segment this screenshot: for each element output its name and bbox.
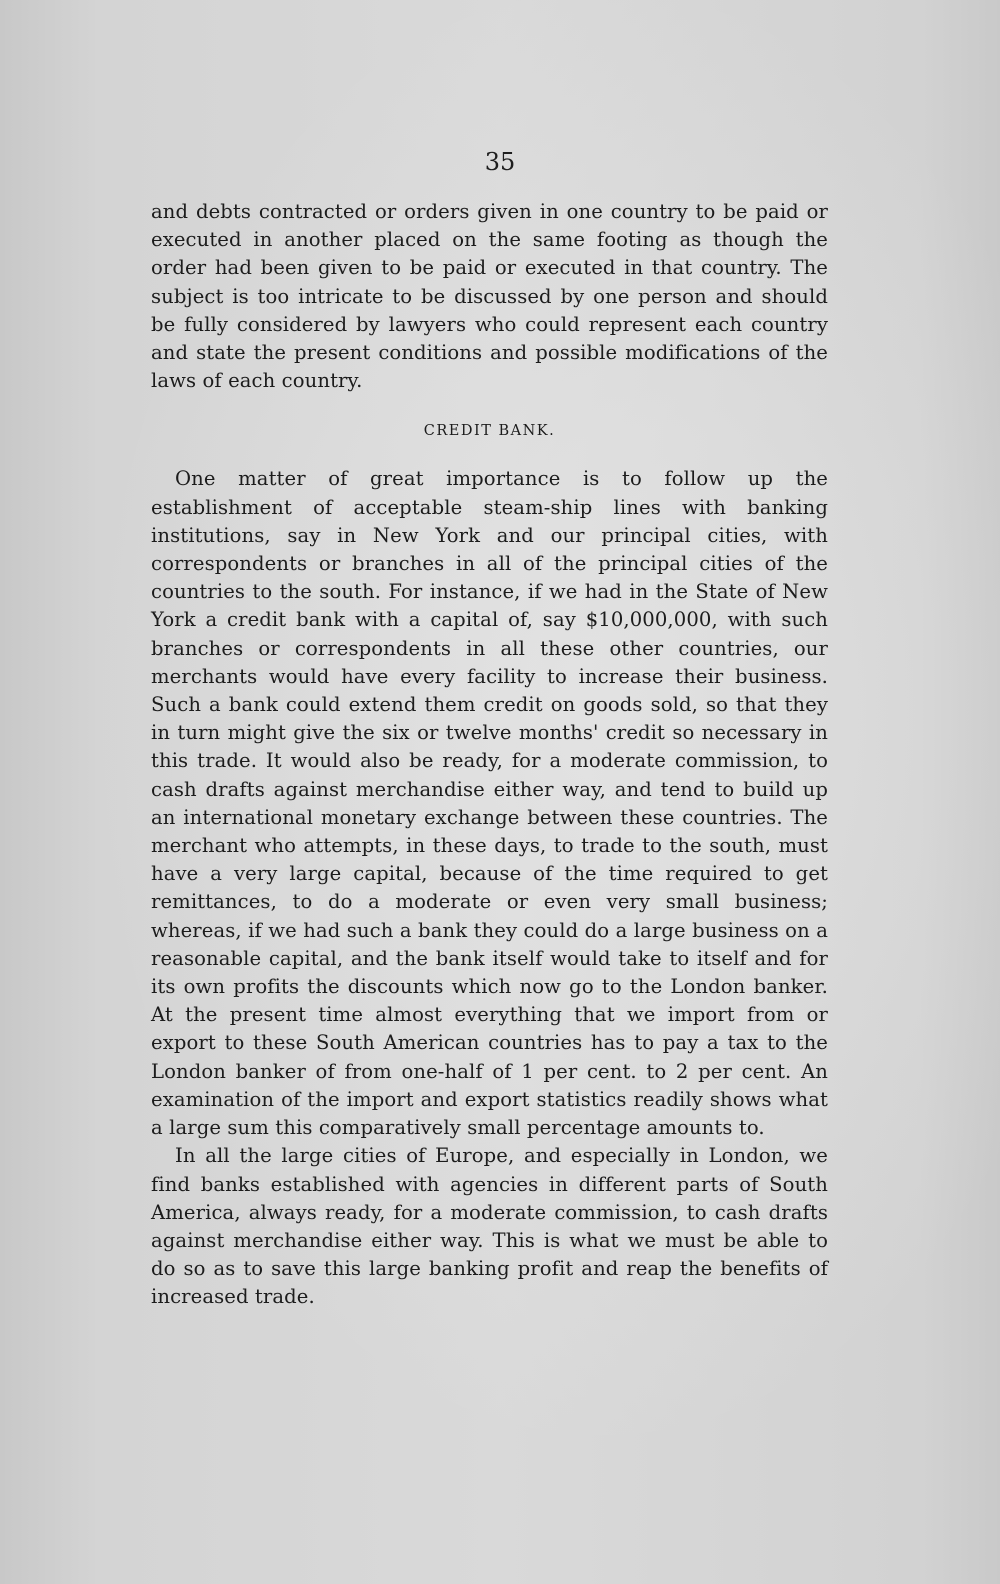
paragraph-european-banks: In all the large cities of Europe, and especially in London, we find banks established with agencies in different parts of South America, always ready, for a moderate commission, to cash drafts against merchandise either way. This is what we must be able to do so as to save this large banking profit and reap the benefits of increased trade. <box>151 1144 828 1309</box>
paragraph-continuation: and debts contracted or orders given in one country to be paid or executed in another placed on the same footing as though the order had been given to be paid or executed in that country. The subject is too intricate to be discussed by one person and should be fully considered by lawyers who could represent each country and state the present conditions and possible modifications of the laws of each country. <box>151 200 828 393</box>
page-number: 35 <box>484 148 516 176</box>
section-heading: CREDIT BANK. <box>423 423 556 440</box>
body-text <box>151 198 828 1312</box>
paragraph-credit-bank: One matter of great importance is to follow up the establishment of acceptable steam-ship lines with banking institutions, say in New York and our principal cities, with correspondents or branches in all of the principal cities of the countries to the south. For instance, if we had in the State of New York a credit bank with a capital of, say $10,000,000, with such branches or correspondents in all these other countries, our merchants would have every facility to increase their business. Such a bank could extend them credit on goods sold, so that they in turn might give the six or twelve months' credit so necessary in this trade. It would also be ready, for a moderate commission, to cash drafts against merchandise either way, and tend to build up an international monetary exchange between these countries. The merchant who attempts, in these days, to trade to the south, must have a very large capital, because of the time required to get remittances, to do a moderate or even very small business; whereas, if we had such a bank they could do a large business on a reasonable capital, and the bank itself would take to itself and for its own profits the discounts which now go to the London banker. At the present time almost everything that we import from or export to these South American countries has to pay a tax to the London banker of from one-half of 1 per cent. to 2 per cent. An examination of the import and export statistics readily shows what a large sum this comparatively small percentage amounts to. <box>151 467 828 1140</box>
